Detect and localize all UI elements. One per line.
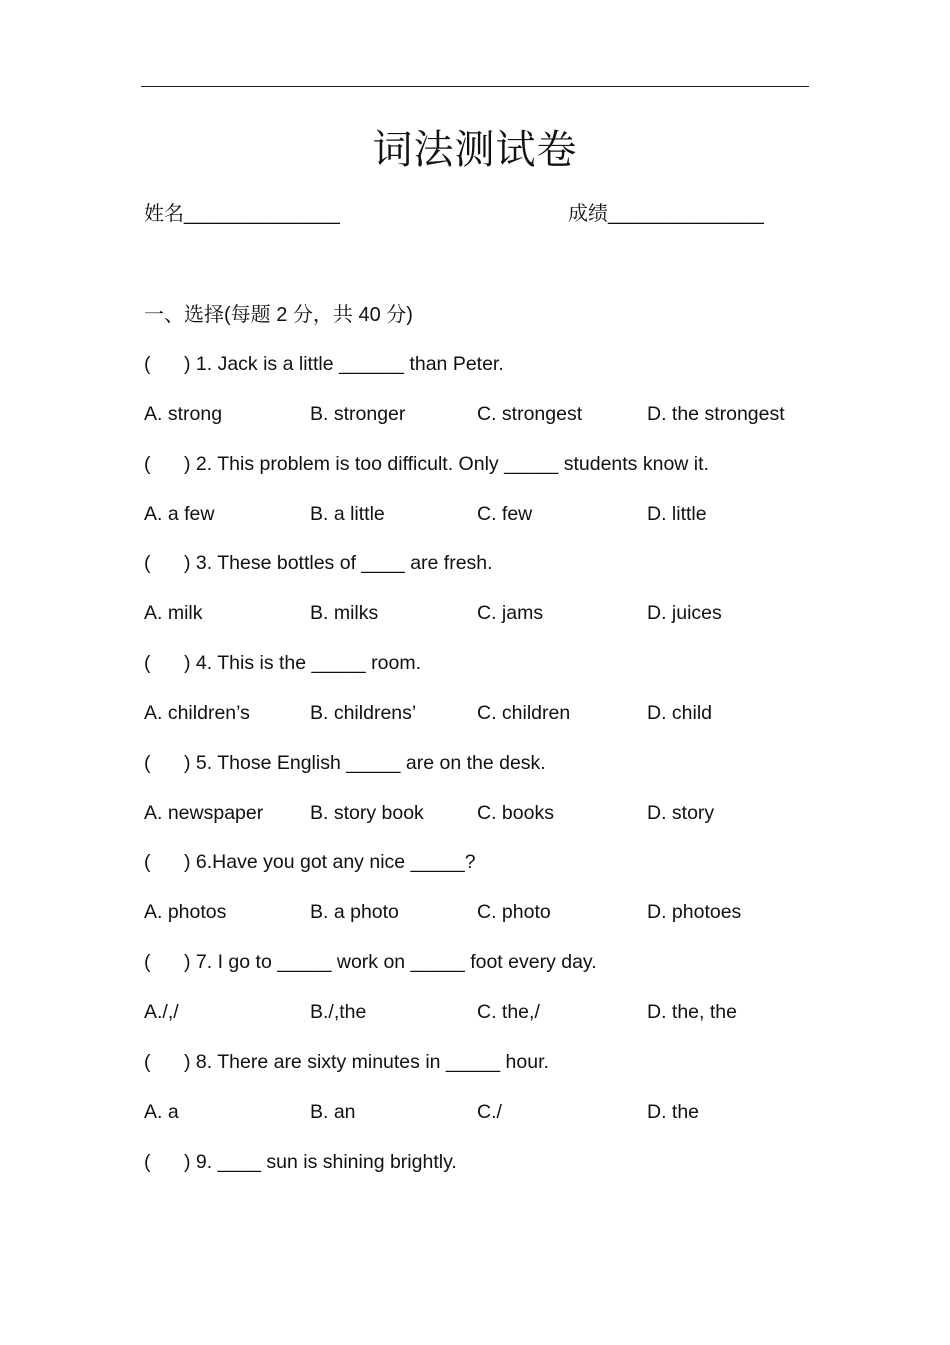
option-b: B. an: [310, 1100, 356, 1123]
answer-bracket: (: [144, 851, 151, 874]
question-text: ) 6.Have you got any nice _____?: [184, 851, 476, 874]
option-row: [0, 400, 950, 450]
option-a: A. a few: [144, 502, 215, 525]
score-field: 成绩______________: [568, 203, 764, 225]
option-a: A./,/: [144, 1000, 179, 1023]
question-stem: [0, 848, 950, 898]
option-a: A. strong: [144, 402, 223, 425]
option-d: D. photoes: [647, 901, 742, 924]
answer-bracket: (: [144, 951, 151, 974]
option-c: C. few: [477, 502, 533, 525]
page-title: 词法测试卷: [372, 127, 578, 173]
option-b: B. a little: [310, 502, 385, 525]
option-row: [0, 1098, 950, 1148]
answer-bracket: (: [144, 1050, 151, 1073]
option-row: [0, 699, 950, 749]
question-stem: [0, 1148, 950, 1198]
section-heading: 一、选择(每题 2 分，共 40 分): [144, 304, 413, 326]
question-text: ) 8. There are sixty minutes in _____ hour.: [184, 1050, 549, 1073]
option-d: D. the: [647, 1100, 700, 1123]
option-a: A. a: [144, 1100, 179, 1123]
option-d: D. the strongest: [647, 402, 785, 425]
option-a: A. milk: [144, 602, 203, 625]
option-d: D. the, the: [647, 1000, 737, 1023]
question-stem: [0, 749, 950, 799]
option-b: B. milks: [310, 602, 379, 625]
option-row: [0, 599, 950, 649]
option-row: [0, 799, 950, 849]
option-b: B. childrens’: [310, 701, 417, 724]
question-text: ) 9. ____ sun is shining brightly.: [184, 1150, 457, 1173]
option-b: B. a photo: [310, 901, 399, 924]
question-stem: [0, 549, 950, 599]
option-d: D. juices: [647, 602, 722, 625]
answer-bracket: (: [144, 652, 151, 675]
option-row: [0, 898, 950, 948]
question-stem: [0, 1048, 950, 1098]
question-text: ) 4. This is the _____ room.: [184, 652, 422, 675]
option-c: C. photo: [477, 901, 551, 924]
question-stem: [0, 948, 950, 998]
option-d: D. child: [647, 701, 713, 724]
option-c: C. strongest: [477, 402, 583, 425]
answer-bracket: (: [144, 452, 151, 475]
option-c: C. the,/: [477, 1000, 540, 1023]
option-a: A. photos: [144, 901, 227, 924]
option-c: C. children: [477, 701, 571, 724]
option-b: B. stronger: [310, 402, 406, 425]
option-b: B. story book: [310, 801, 424, 824]
answer-bracket: (: [144, 1150, 151, 1173]
option-row: [0, 500, 950, 550]
question-text: ) 3. These bottles of ____ are fresh.: [184, 552, 493, 575]
question-text: ) 7. I go to _____ work on _____ foot every day.: [184, 951, 597, 974]
option-c: C. jams: [477, 602, 544, 625]
answer-bracket: (: [144, 751, 151, 774]
option-b: B./,the: [310, 1000, 367, 1023]
option-d: D. little: [647, 502, 707, 525]
option-a: A. newspaper: [144, 801, 264, 824]
question-stem: [0, 649, 950, 699]
question-text: ) 2. This problem is too difficult. Only _____ students know it.: [184, 452, 709, 475]
question-stem: [0, 450, 950, 500]
name-field: 姓名______________: [144, 203, 340, 225]
answer-bracket: (: [144, 353, 151, 375]
option-d: D. story: [647, 801, 715, 824]
option-row: [0, 998, 950, 1048]
option-a: A. children’s: [144, 701, 250, 724]
question-stem: [0, 350, 950, 400]
option-c: C. books: [477, 801, 554, 824]
question-text: ) 1. Jack is a little ______ than Peter.: [184, 353, 504, 375]
answer-bracket: (: [144, 552, 151, 575]
question-list: [0, 350, 950, 1197]
header-rule: [141, 86, 809, 87]
question-text: ) 5. Those English _____ are on the desk.: [184, 751, 546, 774]
option-c: C./: [477, 1100, 502, 1123]
